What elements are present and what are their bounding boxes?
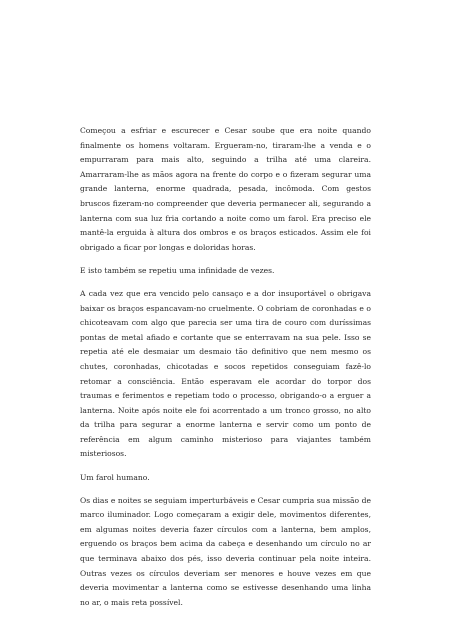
paragraph-3: A cada vez que era vencido pelo cansaço e a dor insuportável o obrigava baixar os braços espancavam-no cruelmente. O cobriam de coronhadas e o chicoteavam com algo que parecia ser uma tira de couro com duríssimas pontas de metal afiado e cortante que se enterravam na sua pele. Isso se repetia até ele desmaiar um desmaio tão definitivo que nem mesmo os chutes, coronhadas, chicotadas e socos repetidos conseguiam fazê-lo retomar a consciência. Então esperavam ele acordar do torpor dos traumas e ferimentos e repetiam todo o processo, obrigando-o a erguer a lanterna. Noite após noite ele foi acorrentado a um tronco grosso, no alto da trilha para segurar a enorme lanterna e servir como um ponto de referência em algum caminho misterioso para viajantes também misteriosos. xyxy=(80,288,371,459)
paragraph-5: Os dias e noites se seguiam imperturbáveis e Cesar cumpria sua missão de marco iluminador. Logo começaram a exigir dele, movimentos diferentes, em algumas noites deveria fazer círculos com a lanterna, bem amplos, erguendo os braços bem acima da cabeça e desenhando um círculo no ar que terminava abaixo dos pés, isso deveria continuar pela noite inteira. Outras vezes os círculos deveriam ser menores e houve vezes em que deveria movimentar a lanterna como se estivesse desenhando uma linha no ar, o mais reta possível. xyxy=(80,495,371,607)
paragraph-4: Um farol humano. xyxy=(80,472,150,482)
page-body xyxy=(80,124,371,619)
paragraph-2: E isto também se repetiu uma infinidade de vezes. xyxy=(80,265,275,275)
paragraph-1: Começou a esfriar e escurecer e Cesar soube que era noite quando finalmente os homens voltaram. Ergueram-no, tiraram-lhe a venda e o empurraram para mais alto, seguindo a trilha até uma clareira. Amarraram-lhe as mãos agora na frente do corpo e o fizeram segurar uma grande lanterna, enorme quadrada, pesada, incômoda. Com gestos bruscos fizeram-no compreender que deveria permanecer ali, segurando a lanterna com sua luz fria cortando a noite como um farol. Era preciso ele mantê-la erguida à altura dos ombros e os braços esticados. Assim ele foi obrigado a ficar por longas e doloridas horas. xyxy=(80,126,371,252)
